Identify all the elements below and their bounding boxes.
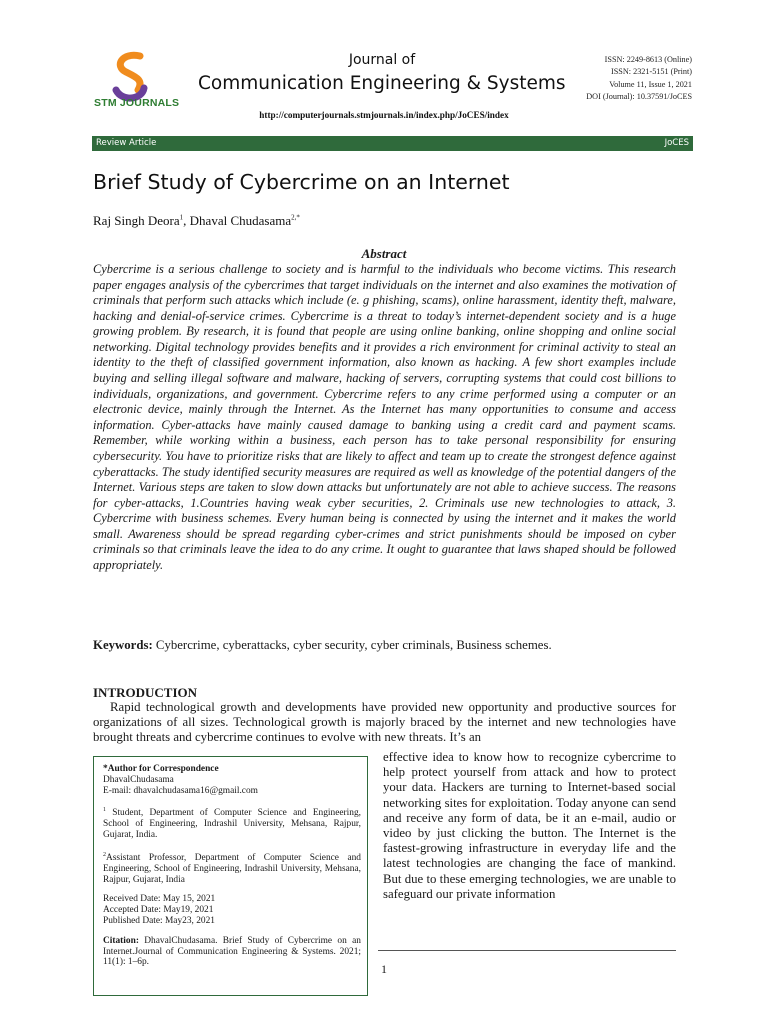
- issn-online: ISSN: 2249-8613 (Online): [604, 55, 692, 64]
- citation-text: DhavalChudasama. Brief Study of Cybercrime on an Internet.Journal of Communication Engineering & Systems. 2021; 11(1): 1–6p.: [103, 935, 361, 968]
- footer-rule: [378, 950, 676, 951]
- keywords-text: Cybercrime, cyberattacks, cyber security, cyber criminals, Business schemes.: [152, 638, 552, 652]
- received-date: Received Date: May 15, 2021: [103, 894, 216, 905]
- introduction-continued: effective idea to know how to recognize cybercrime to help protect yourself from attack and how to protect your data. Hackers are turning to Internet-based social networking sites for exploitation. Today anyone can send and receive any form of data, be it an e-mail, audio or video by just clicking the button. The Internet is the fastest-growing infrastructure in everyday life and the latest technologies are changing the face of mankind. But due to these emerging technologies, we are unable to safeguard our private information: [383, 750, 676, 901]
- journal-name: Communication Engineering & Systems: [198, 73, 566, 94]
- affiliation-mark: 1: [103, 807, 106, 814]
- correspondence-name: DhavalChudasama: [103, 774, 174, 785]
- author-affiliation-mark: 2,*: [291, 213, 300, 222]
- volume-issue: Volume 11, Issue 1, 2021: [609, 79, 692, 89]
- abstract-text: Cybercrime is a serious challenge to society and is harmful to the individuals who become victims. This research paper engages analysis of the cybercrimes that target individuals on the internet and also examines the motivation of criminals that perform such attacks which include (e. g phishing, scams), online harassment, identity theft, malware, hacking and denial-of-service crimes. Cybercrime is a threat to today’s internet-dependent society and is a huge growing problem. By research, it is found that people are using online banking, online shopping and online social networking. Digital technology provides benefits and it provides a rich environment for criminal activity to steal an identity to the theft of classified government information, also known as hacking. A few short examples include buying and selling illegal software and malware, hacking of servers, corrupting systems that could cost billions to individuals, organizations, and government. Cybercrime refers to any crime performed using a computer or an electronic device, mainly through the Internet. As the Internet has many opportunities to consume and access information. Cyber-attacks have mainly caused damage to banking using a credit card and payment scams. Remember, while working within a business, each person has to take personal responsibility for ensuring cybersecurity. You have to prioritize risks that are likely to affect and team up to create the strongest defence against cyberattacks. The study identified security measures are required as well as knowledge of the potential dangers of the Internet. Various steps are taken to slow down attacks but unfortunately are not able to achieve success. The reasons for cyber-attacks, 1.Countries having weak cyber securities, 2. Criminals use new technologies to attack, 3. Cybercrime with business schemes. Every human being is connected by using the internet and it makes the world small. Awareness should be spread regarding cyber-crimes and strict punishments should be imposed on cyber criminals so that criminals leave the idea to do any crime. It ought to guarantee that laws shaped should be followed appropriately.: [93, 262, 676, 572]
- author-affiliation-mark: 1: [179, 213, 184, 222]
- author-line: [93, 213, 300, 229]
- published-date: Published Date: May23, 2021: [103, 916, 215, 927]
- citation-label: Citation:: [103, 935, 139, 946]
- journal-abbrev-label: JoCES: [664, 138, 689, 148]
- abstract-heading: Abstract: [361, 246, 407, 261]
- keywords-label: Keywords:: [93, 638, 153, 652]
- journal-of-label: Journal of: [348, 52, 416, 68]
- article-type-bar: [92, 136, 693, 151]
- affiliation-1: Student, Department of Computer Science and Engineering, School of Engineering, Indrashil University, Mehsana, Rajpur, Gujarat, India.: [103, 808, 361, 841]
- journal-url-link[interactable]: http://computerjournals.stmjournals.in/index.php/JoCES/index: [259, 110, 509, 120]
- journal-doi: DOI (Journal): 10.37591/JoCES: [586, 92, 692, 102]
- logo-text: STM JOURNALS: [94, 97, 180, 109]
- introduction-heading: INTRODUCTION: [93, 685, 198, 700]
- author-name: Dhaval Chudasama: [189, 213, 292, 228]
- author-name: Raj Singh Deora: [93, 213, 180, 228]
- accepted-date: Accepted Date: May19, 2021: [103, 905, 214, 916]
- author-separator: ,: [183, 213, 190, 228]
- page-number: 1: [381, 962, 387, 976]
- article-type-label: Review Article: [96, 138, 157, 148]
- affiliation-mark: 2: [103, 851, 106, 858]
- journal-meta: [586, 54, 692, 104]
- correspondence-email[interactable]: E-mail: dhavalchudasama16@gmail.com: [103, 785, 258, 796]
- affiliation-2: Assistant Professor, Department of Computer Science and Engineering, School of Engineering, Indrashil University, Mehsana, Rajpur, Gujarat, India: [103, 853, 361, 885]
- issn-print: ISSN: 2321-5151 (Print): [611, 67, 692, 77]
- keywords-line: [93, 638, 552, 653]
- introduction-paragraph: Rapid technological growth and developments have provided new opportunity and productive sources for organizations of all sizes. Technological growth is majorly braced by the internet and new technologies have brought threats and cybercrime continues to evolve with new threats. It’s an: [93, 700, 676, 745]
- article-title: Brief Study of Cybercrime on an Internet: [93, 170, 510, 194]
- correspondence-box: [93, 756, 368, 996]
- correspondence-heading: *Author for Correspondence: [103, 764, 219, 774]
